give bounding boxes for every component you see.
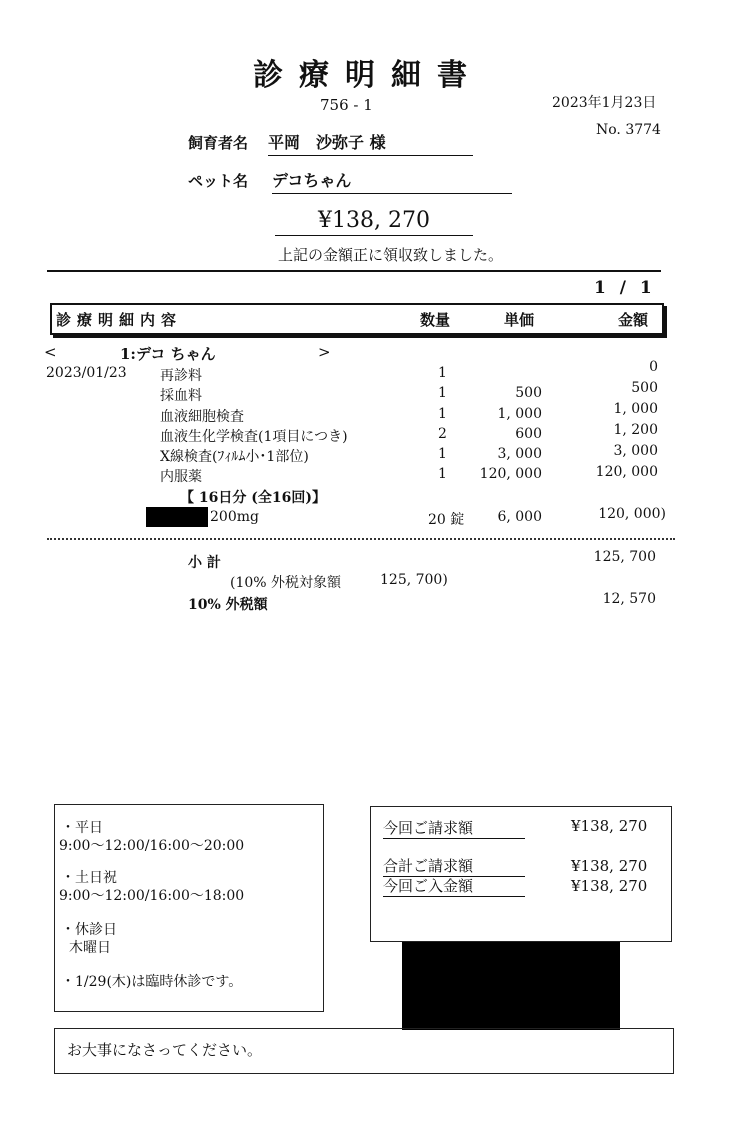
header-item: 診療明細内容 xyxy=(56,311,183,329)
current-billing-amount: ¥138, 270 xyxy=(571,817,648,835)
header-amount: 金額 xyxy=(618,311,649,329)
dosage-note: 【 16日分 (全16回)】 xyxy=(180,490,326,506)
current-billing-label: 今回ご請求額 xyxy=(383,817,525,839)
total-billing-amount: ¥138, 270 xyxy=(571,857,648,875)
medicine-dose: 200mg xyxy=(210,509,259,525)
item-name: 血液生化学検査(1項目につき) xyxy=(160,429,348,445)
header-unit: 単価 xyxy=(504,311,535,329)
item-qty: 1 xyxy=(438,406,447,422)
patient-name: 1:デコ ちゃん xyxy=(120,345,216,363)
closure-notice: ・1/29(木)は臨時休診です。 xyxy=(61,974,243,990)
owner-label: 飼育者名 xyxy=(188,134,249,152)
divider xyxy=(47,270,661,272)
weekend-hours: 9:00～12:00/16:00～18:00 xyxy=(59,888,245,904)
redacted-stamp xyxy=(402,942,620,1030)
weekday-label: ・平日 xyxy=(61,820,103,836)
item-amount: 0 xyxy=(649,359,658,375)
paid-amount-label: 今回ご入金額 xyxy=(383,875,525,897)
item-qty: 1 xyxy=(438,446,447,462)
dotted-divider xyxy=(47,538,675,540)
redacted-medicine-name xyxy=(146,507,208,527)
item-amount: 3, 000 xyxy=(613,443,658,459)
patient-close-bracket: > xyxy=(318,343,331,361)
subtotal-value: 125, 700 xyxy=(593,549,656,565)
item-name: 採血料 xyxy=(160,388,202,404)
medicine-unit: 6, 000 xyxy=(497,509,542,525)
item-qty: 1 xyxy=(438,365,447,381)
patient-open-bracket: < xyxy=(44,343,57,361)
document-code: 756 - 1 xyxy=(320,96,373,114)
paid-amount: ¥138, 270 xyxy=(571,877,648,895)
item-name: X線検査(ﾌｨﾙﾑ小･1部位) xyxy=(160,449,309,465)
document-title: 診療明細書 xyxy=(253,58,483,93)
item-amount: 500 xyxy=(631,380,658,396)
item-qty: 1 xyxy=(438,385,447,401)
item-qty: 2 xyxy=(438,426,447,442)
item-amount: 1, 000 xyxy=(613,401,658,417)
closed-label: ・休診日 xyxy=(61,922,117,938)
item-unit: 1, 000 xyxy=(497,406,542,422)
clinic-hours-box xyxy=(54,804,324,1012)
taxable-value: 125, 700) xyxy=(380,572,448,588)
item-unit: 3, 000 xyxy=(497,446,542,462)
medicine-amount: 120, 000) xyxy=(598,506,666,522)
medicine-qty: 20 錠 xyxy=(428,512,465,528)
item-amount: 120, 000 xyxy=(595,464,658,480)
weekday-hours: 9:00～12:00/16:00～20:00 xyxy=(59,838,245,854)
item-unit: 600 xyxy=(515,426,542,442)
item-qty: 1 xyxy=(438,466,447,482)
closed-day: 木曜日 xyxy=(69,940,111,956)
total-billing-label: 合計ご請求額 xyxy=(383,855,525,877)
footer-message: お大事になさってください。 xyxy=(67,1041,263,1059)
pet-label: ペット名 xyxy=(188,172,249,190)
table-header xyxy=(50,303,664,335)
item-amount: 1, 200 xyxy=(613,422,658,438)
taxable-label: (10% 外税対象額 xyxy=(230,575,342,591)
header-qty: 数量 xyxy=(420,311,451,329)
received-note: 上記の金額正に領収致しました。 xyxy=(278,246,504,264)
subtotal-label: 小 計 xyxy=(188,555,221,571)
tax-value: 12, 570 xyxy=(602,591,656,607)
billing-box xyxy=(370,806,672,942)
total-amount: ¥138, 270 xyxy=(275,208,473,236)
document-number: No. 3774 xyxy=(596,122,661,138)
item-name: 再診料 xyxy=(160,368,202,384)
item-name: 内服薬 xyxy=(160,469,202,485)
tax-label: 10% 外税額 xyxy=(188,597,268,613)
page-number: 1 / 1 xyxy=(594,278,656,298)
weekend-label: ・土日祝 xyxy=(61,870,117,886)
item-unit: 120, 000 xyxy=(479,466,542,482)
item-unit: 500 xyxy=(515,385,542,401)
footer-message-box xyxy=(54,1028,674,1074)
item-name: 血液細胞検査 xyxy=(160,409,244,425)
owner-name: 平岡 沙弥子 様 xyxy=(268,130,473,156)
pet-name: デコちゃん xyxy=(272,168,512,194)
issue-date: 2023年1月23日 xyxy=(552,95,657,111)
visit-date: 2023/01/23 xyxy=(46,365,127,381)
